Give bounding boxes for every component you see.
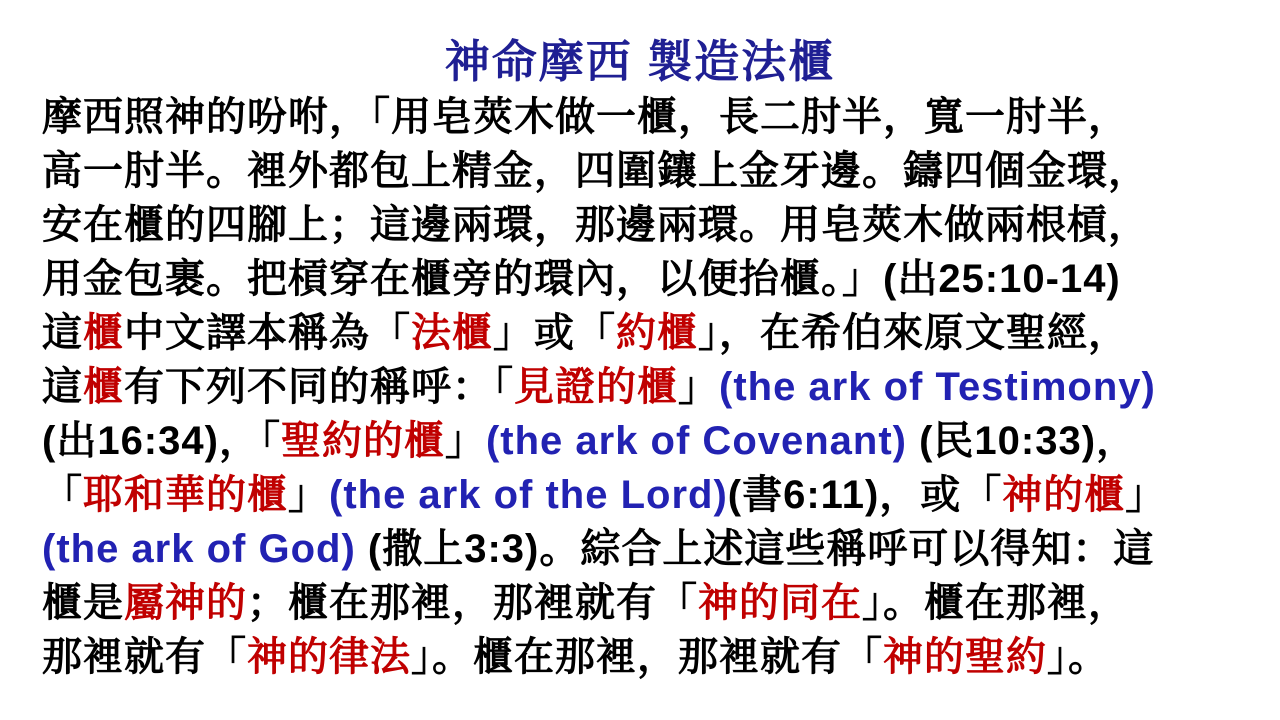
- text-segment-blue: (the ark of God): [42, 527, 356, 571]
- text-segment-red: 櫃: [83, 365, 124, 409]
- text-segment-red: 屬神的: [124, 581, 247, 625]
- text-line: [42, 414, 1242, 468]
- text-segment-blue: (the ark of the Lord): [329, 473, 728, 517]
- body-text: [0, 88, 1280, 684]
- text-segment-black: 摩西照神的吩咐，「用皂莢木做一櫃，長二肘半，寬一肘半，: [42, 95, 1129, 139]
- text-segment-red: 神的櫃: [1002, 473, 1126, 517]
- text-line: [42, 630, 1242, 684]
- text-segment-black: 那裡就有「: [42, 635, 247, 679]
- text-segment-black: 」: [1125, 473, 1167, 517]
- text-segment-red: 法櫃: [411, 311, 493, 355]
- text-segment-red: 耶和華的櫃: [83, 473, 288, 517]
- text-segment-black: 」: [444, 419, 486, 463]
- text-segment-black: 有下列不同的稱呼：「: [124, 365, 514, 409]
- text-segment-black: 這: [42, 365, 83, 409]
- text-segment-black: 」。櫃在那裡，那裡就有「: [411, 635, 883, 679]
- text-segment-red: 約櫃: [616, 311, 698, 355]
- text-line: [42, 252, 1242, 306]
- text-segment-black: 「: [42, 473, 83, 517]
- text-line: [42, 522, 1242, 576]
- text-line: [42, 306, 1242, 360]
- text-segment-black: (出16:34)，「: [42, 419, 281, 463]
- text-segment-red: 見證的櫃: [514, 365, 678, 409]
- text-segment-black: 用金包裹。把槓穿在櫃旁的環內，以便抬櫃。」(出25:10-14): [42, 257, 1121, 301]
- text-line: [42, 90, 1242, 144]
- text-segment-black: 」: [678, 365, 719, 409]
- text-segment-red: 櫃: [83, 311, 124, 355]
- text-segment-black: 」。: [1047, 635, 1109, 679]
- text-line: [42, 576, 1242, 630]
- text-segment-black: (民10:33)，: [907, 419, 1138, 463]
- text-segment-black: ；櫃在那裡，那裡就有「: [247, 581, 698, 625]
- text-line: [42, 144, 1242, 198]
- text-segment-red: 神的同在: [698, 581, 862, 625]
- text-segment-blue: (the ark of Covenant): [485, 419, 907, 463]
- text-segment-black: (書6:11)，或「: [727, 473, 1003, 517]
- text-segment-black: 」或「: [493, 311, 616, 355]
- text-segment-black: 高一肘半。裡外都包上精金，四圍鑲上金牙邊。鑄四個金環，: [42, 149, 1149, 193]
- text-segment-black: 櫃是: [42, 581, 124, 625]
- text-segment-black: 安在櫃的四腳上；這邊兩環，那邊兩環。用皂莢木做兩根槓，: [42, 203, 1149, 247]
- slide-title: 神命摩西 製造法櫃: [444, 36, 836, 87]
- text-line: [42, 468, 1242, 522]
- text-segment-red: 神的律法: [247, 635, 411, 679]
- text-segment-black: 這: [42, 311, 83, 355]
- text-segment-black: 」，在希伯來原文聖經，: [698, 311, 1129, 355]
- text-segment-black: 中文譯本稱為「: [124, 311, 411, 355]
- text-segment-blue: (the ark of Testimony): [719, 365, 1156, 409]
- text-segment-red: 神的聖約: [883, 635, 1047, 679]
- text-segment-black: 」。櫃在那裡，: [862, 581, 1129, 625]
- text-segment-red: 聖約的櫃: [280, 419, 445, 463]
- text-segment-black: (撒上3:3)。綜合上述這些稱呼可以得知：這: [355, 527, 1155, 571]
- text-segment-black: 」: [288, 473, 329, 517]
- text-line: [42, 360, 1242, 414]
- text-line: [42, 198, 1242, 252]
